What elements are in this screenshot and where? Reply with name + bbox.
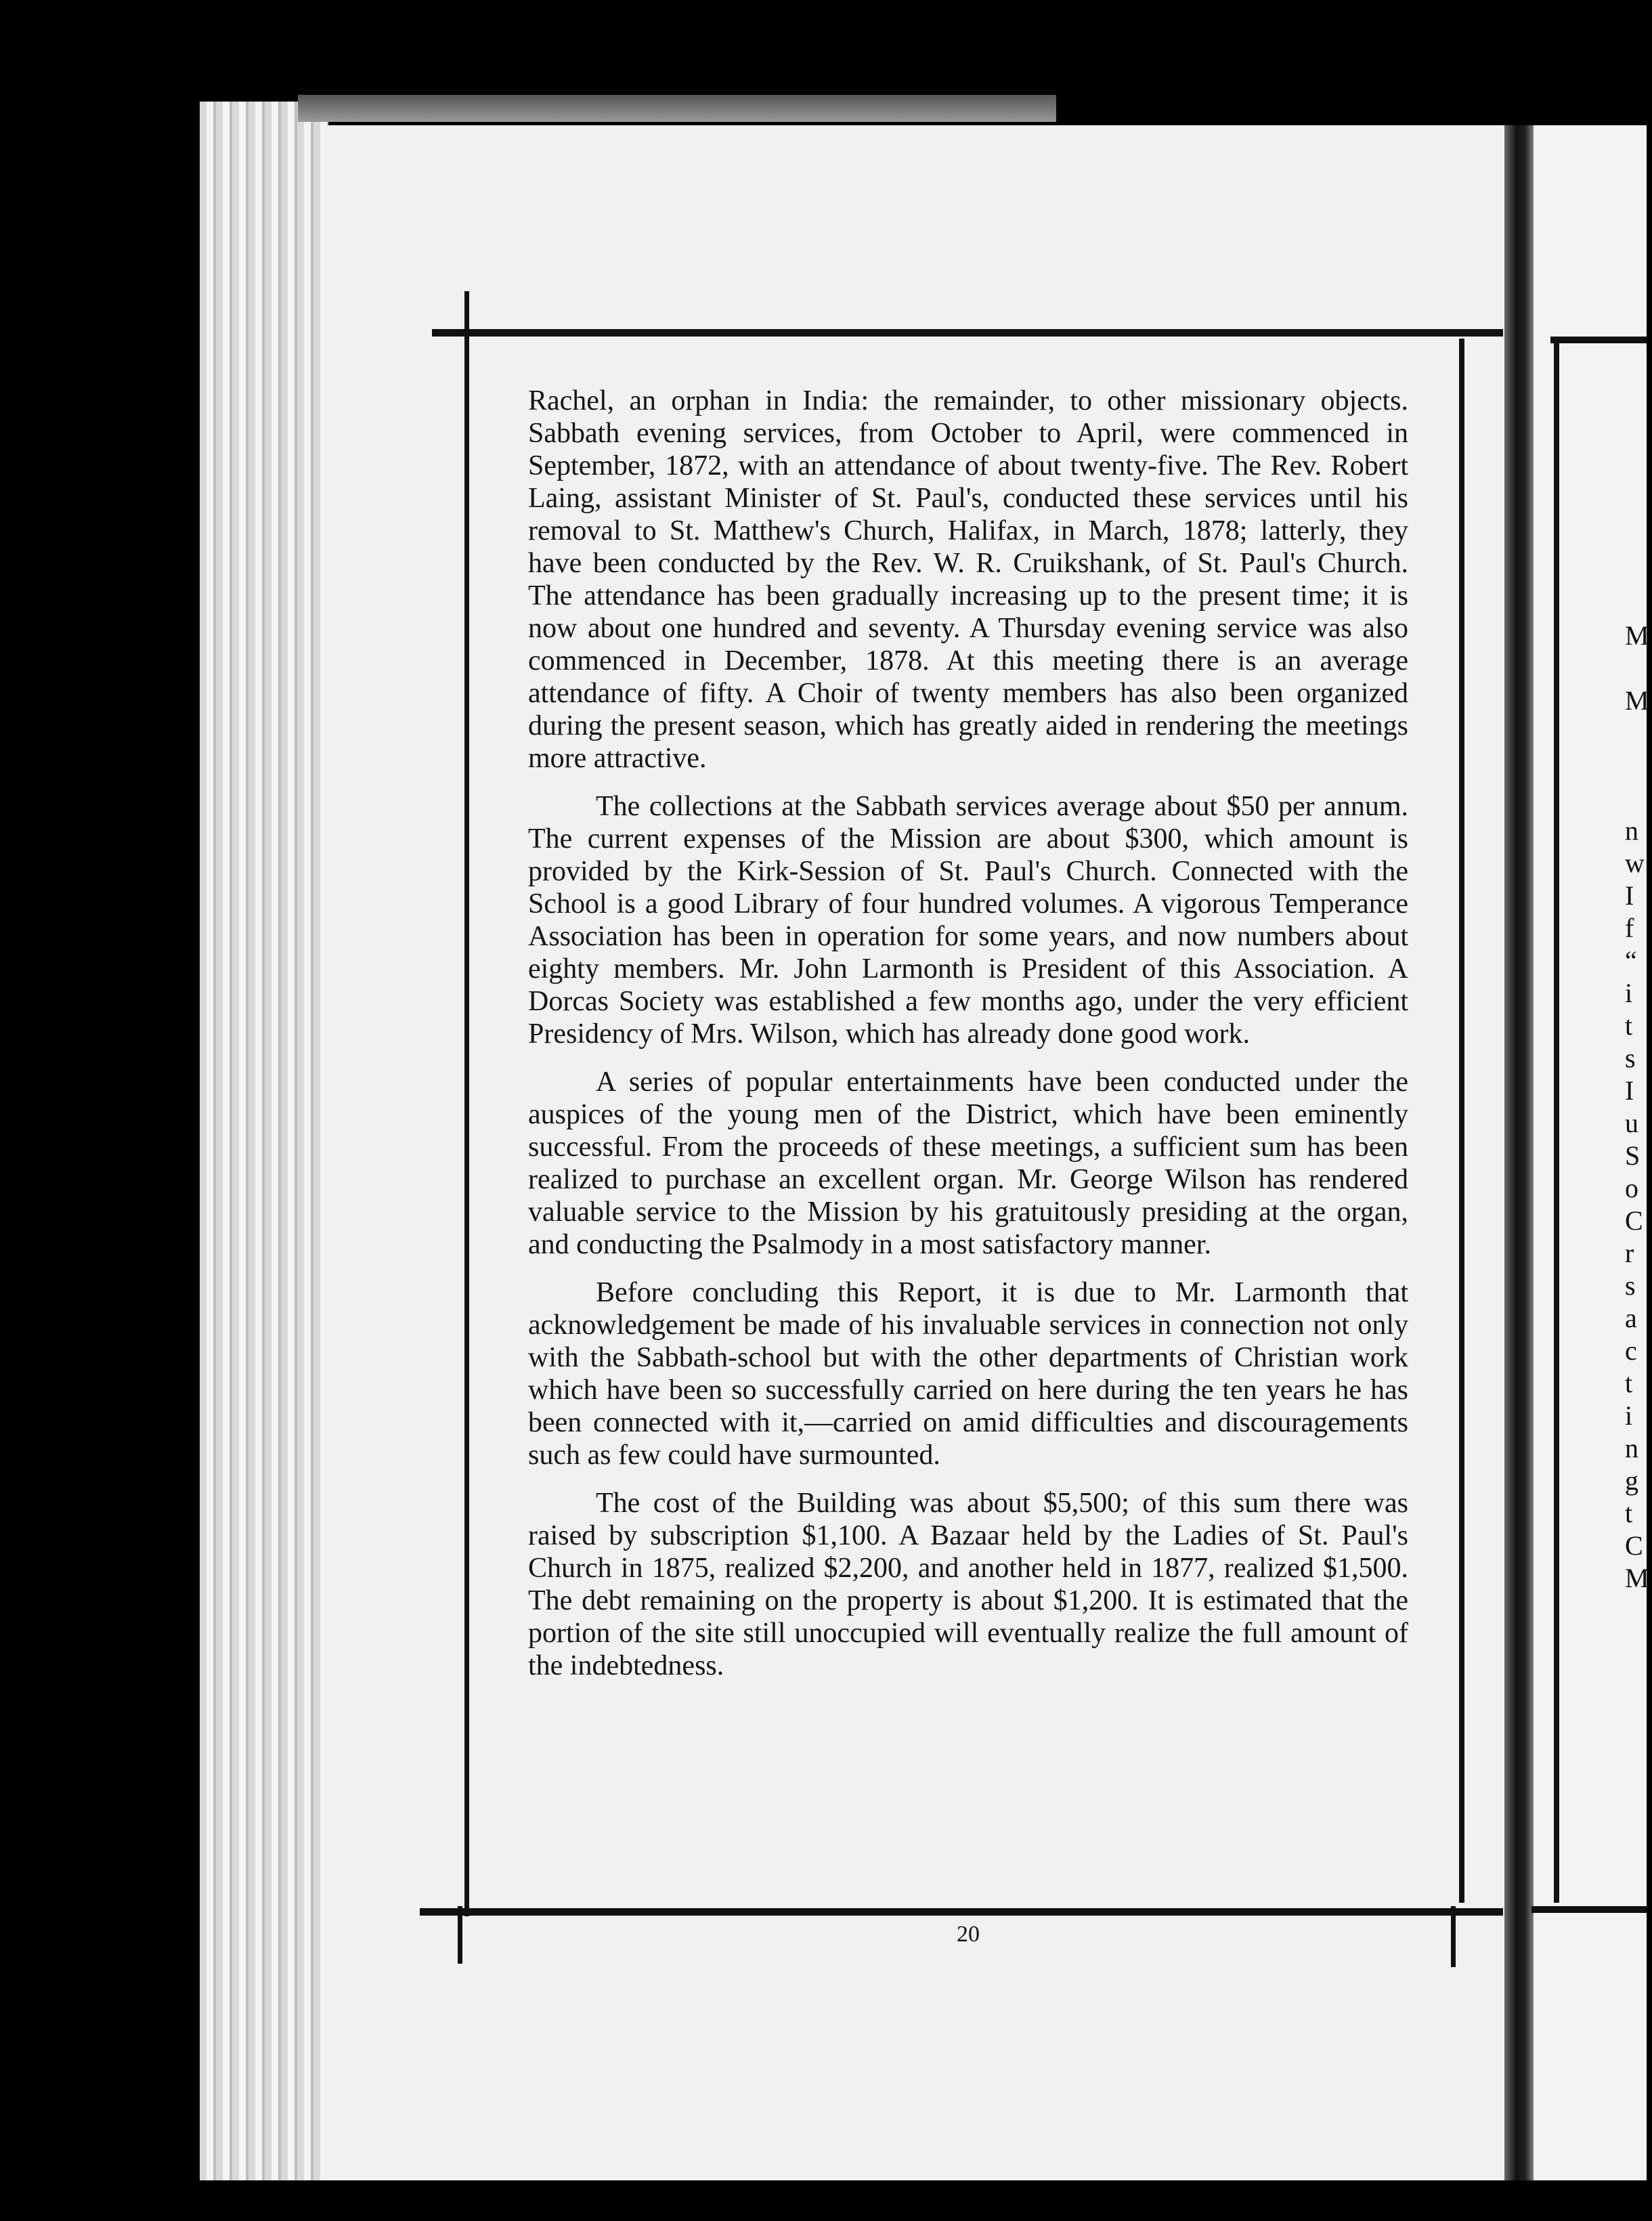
page-number: 20 <box>957 1922 980 1947</box>
facing-page-fragment <box>1625 782 1652 815</box>
facing-page-fragment: C <box>1625 1530 1643 1561</box>
facing-page-top-rule <box>1550 337 1647 343</box>
facing-page-fragment: “ <box>1625 945 1637 976</box>
frame-corner-tick <box>1451 1906 1456 1967</box>
facing-page-fragment: i <box>1625 978 1633 1008</box>
facing-page-fragment: t <box>1625 1498 1633 1528</box>
frame-left-rule <box>464 298 469 1916</box>
facing-page-fragment: I <box>1625 1075 1634 1106</box>
facing-page-fragment: I <box>1625 880 1634 911</box>
facing-page-fragment: M <box>1625 620 1649 651</box>
facing-page-frame-rule <box>1554 339 1559 1903</box>
facing-page-fragment: i <box>1625 1400 1633 1431</box>
facing-page-fragment: S <box>1625 1140 1640 1171</box>
facing-page-fragment: t <box>1625 1368 1633 1398</box>
body-text <box>528 385 1408 1698</box>
frame-top-rule <box>432 329 1503 337</box>
frame-right-rule <box>1459 339 1464 1903</box>
facing-page-text-fragments <box>1625 620 1652 1595</box>
facing-page-fragment: C <box>1625 1205 1643 1236</box>
page-top-shadow <box>298 95 1056 122</box>
facing-page-fragment: s <box>1625 1043 1636 1073</box>
paragraph: Rachel, an orphan in India: the remainder, to other missionary objects. Sabbath evening services, from October to April, were commenced in September, 1872, with an attendance of about twenty-five. The Rev. Robert Laing, assistant Minister of St. Paul's, conducted these services until his removal to St. Matthew's Church, Halifax, in March, 1878; latterly, they have been conducted by the Rev. W. R. Cruikshank, of St. Paul's Church. The attendance has been gradually increasing up to the present time; it is now about one hundred and seventy. A Thursday evening service was also commenced in December, 1878. At this meeting there is an average attendance of fifty. A Choir of twenty members has also been organized during the present season, which has greatly aided in rendering the meetings more attractive. <box>528 385 1408 774</box>
facing-page-fragment: n <box>1625 815 1638 846</box>
frame-bottom-rule <box>420 1908 1503 1916</box>
facing-page-fragment <box>1625 717 1652 750</box>
facing-page-fragment: r <box>1625 1238 1634 1268</box>
facing-page-fragment: M <box>1625 685 1649 716</box>
facing-page-bottom-rule <box>1531 1906 1647 1913</box>
facing-page-fragment: s <box>1625 1270 1636 1301</box>
paragraph: Before concluding this Report, it is due to Mr. Larmonth that acknowledgement be made of his invaluable services in connection not only with the Sabbath-school but with the other departments of Christian work which have been so successfully carried on here during the ten years he has been connected with it,—carried on amid difficulties and discouragements such as few could have surmounted. <box>528 1277 1408 1471</box>
paragraph: The cost of the Building was about $5,500; of this sum there was raised by subscription $1,100. A Bazaar held by the Ladies of St. Paul's Church in 1875, realized $2,200, and another held in 1877, realized $1,500. The debt remaining on the property is about $1,200. It is estimated that the portion of the site still unoccupied will eventually realize the full amount of the indebtedness. <box>528 1488 1408 1681</box>
facing-page-fragment: u <box>1625 1108 1638 1138</box>
facing-page-fragment: w <box>1625 848 1645 878</box>
facing-page-fragment: n <box>1625 1433 1638 1463</box>
frame-corner-tick <box>464 291 469 339</box>
facing-page-fragment: t <box>1625 1010 1633 1041</box>
facing-page-fragment: M <box>1625 1563 1649 1593</box>
facing-page-fragment: g <box>1625 1465 1638 1496</box>
paragraph: A series of popular entertainments have been conducted under the auspices of the young men of the District, which have been eminently successful. From the proceeds of these meetings, a sufficient sum has been realized to purchase an excellent organ. Mr. George Wilson has rendered valuable service to the Mission by his gratuitously presiding at the organ, and conducting the Psalmody in a most satisfactory manner. <box>528 1066 1408 1260</box>
book-spine <box>1504 125 1534 2180</box>
paragraph: The collections at the Sabbath services average about $50 per annum. The current expenses of the Mission are about $300, which amount is provided by the Kirk-Session of St. Paul's Church. Connected with the School is a good Library of four hundred volumes. A vigorous Temperance Association has been in operation for some years, and now numbers about eighty members. Mr. John Larmonth is President of this Association. A Dorcas Society was established a few months ago, under the very efficient Presidency of Mrs. Wilson, which has already done good work. <box>528 791 1408 1050</box>
facing-page-fragment <box>1625 652 1652 685</box>
facing-page-fragment: a <box>1625 1303 1637 1333</box>
facing-page-fragment: o <box>1625 1173 1638 1203</box>
facing-page-fragment: c <box>1625 1335 1637 1366</box>
frame-corner-tick <box>458 1906 462 1964</box>
page-edges <box>200 102 328 2180</box>
facing-page-fragment: f <box>1625 913 1634 943</box>
facing-page-fragment <box>1625 750 1652 782</box>
